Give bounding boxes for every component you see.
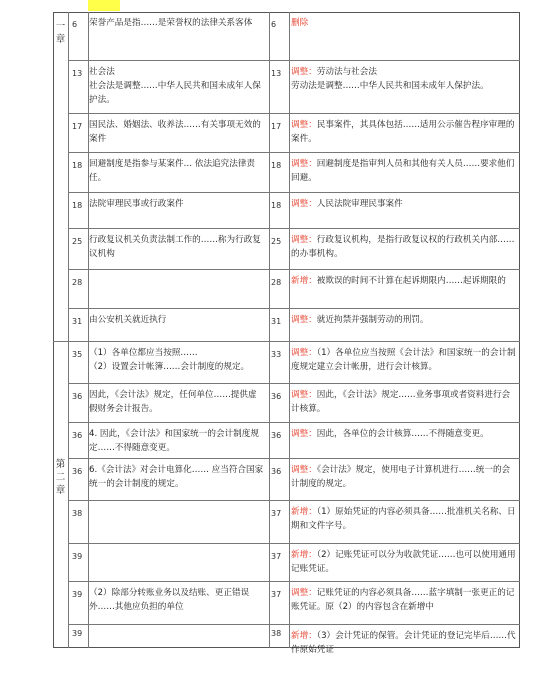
table-row (68, 113, 520, 152)
table-row (68, 383, 520, 422)
table-row (68, 341, 520, 383)
new-content-text: 因此，各单位的会计核算……不得随意变更。 (316, 429, 489, 439)
old-content: 法院审理民事或行政案件 (89, 199, 184, 209)
old-content: （1）各单位都应当按照…… （2）设置会计帐簿……会计制度的规定。 (89, 348, 250, 372)
old-page-number: 39 (72, 552, 83, 561)
new-page-number: 36 (271, 431, 282, 440)
new-content (291, 586, 517, 614)
old-content: 行政复议机关负责法制工作的……称为行政复议机构 (89, 235, 261, 259)
old-page-number: 18 (72, 161, 83, 170)
new-content-text: （2）记账凭证可以分为收款凭证……也可以使用通用记账凭证。 (291, 550, 516, 574)
change-type-tag: 调整： (291, 67, 317, 77)
old-page-number: 39 (72, 629, 83, 638)
new-page-number: 28 (271, 278, 282, 287)
new-page-number: 25 (271, 237, 282, 246)
old-content: 由公安机关就近执行 (89, 315, 167, 325)
new-content (291, 505, 517, 533)
old-page-number: 17 (72, 122, 83, 131)
new-page-number: 36 (271, 467, 282, 476)
change-type-tag: 调整： (291, 429, 317, 439)
chapter-2-char: 章 (55, 485, 66, 496)
new-content-text: 被欺误的时间不计算在起诉期限内……起诉期限的 (316, 276, 506, 286)
new-content-text: 劳动法与社会法 劳动法是调整……中华人民共和国未成年人保护法。 (291, 67, 489, 91)
change-type-tag: 新增： (291, 276, 317, 286)
old-content: 社会法 社会法是调整……中华人民共和国未成年人保护法。 (89, 67, 261, 105)
change-type-tag: 新增： (291, 631, 317, 641)
new-content (291, 274, 517, 288)
old-page-number: 39 (72, 590, 83, 599)
new-content-text: （1）原始凭证的内容必须具备……批准机关名称、日期和文件字号。 (291, 507, 516, 531)
old-content: （2）除部分转账业务以及结账、更正错误外……其他应负担的单位 (89, 588, 250, 612)
change-type-tag: 调整： (291, 235, 317, 245)
change-type-tag: 调整： (291, 465, 317, 475)
new-content (291, 197, 517, 211)
new-content-text: 民事案件，其具体包括……适用公示催告程序审理的案件。 (291, 120, 515, 144)
table-row (68, 422, 520, 458)
new-content-text: （3）会计凭证的保管。会计凭证的登记完毕后……代作原始凭证 (291, 631, 516, 655)
new-page-number: 17 (271, 122, 282, 131)
new-content (291, 629, 517, 657)
table-row (68, 581, 520, 624)
table-row (68, 500, 520, 543)
new-page-number: 6 (271, 20, 277, 29)
new-page-number: 31 (271, 317, 282, 326)
table-row (68, 228, 520, 269)
chapter-separator (53, 341, 68, 342)
new-content (291, 427, 517, 441)
change-type-tag: 调整： (291, 199, 317, 209)
old-page-number: 28 (72, 278, 83, 287)
chapter-2-char: 第 (55, 459, 66, 470)
change-type-tag: 删除 (291, 18, 309, 28)
new-content-text: 就近拘禁并强制劳动的刑罚。 (316, 315, 429, 325)
new-content (291, 65, 517, 93)
new-content-text: 人民法院审理民事案件 (316, 199, 403, 209)
new-page-number: 38 (271, 629, 282, 638)
chapter-2-char: 二 (55, 472, 66, 483)
old-page-number: 18 (72, 201, 83, 210)
table-row (68, 192, 520, 228)
old-content: 荣誉产品是指……是荣誉权的法律关系客体 (89, 18, 253, 28)
new-content-text: 记账凭证的内容必须具备……蓝字填制一张更正的记账凭证。原（2）的内容包含在新增中 (291, 588, 515, 612)
new-content (291, 233, 517, 261)
change-type-tag: 调整： (291, 588, 317, 598)
yellow-highlight (88, 0, 120, 11)
table-row (68, 12, 520, 60)
new-page-number: 33 (271, 350, 282, 359)
table-row (68, 308, 520, 341)
chapter-1-label (53, 20, 68, 46)
new-page-number: 18 (271, 201, 282, 210)
new-content (291, 463, 517, 491)
table-row (68, 543, 520, 581)
table-row (68, 269, 520, 308)
new-content (291, 118, 517, 146)
new-content (291, 157, 517, 185)
old-page-number: 38 (72, 509, 83, 518)
new-content (291, 313, 517, 327)
old-content: 国民法、婚姻法、收养法……有关事项无效的案件 (89, 120, 261, 144)
table-row (68, 60, 520, 113)
new-page-number: 37 (271, 509, 282, 518)
old-page-number: 35 (72, 350, 83, 359)
new-page-number: 37 (271, 552, 282, 561)
change-type-tag: 新增： (291, 507, 317, 517)
new-content-text: 行政复议机构，是指行政复议权的行政机关内部……的办事机构。 (291, 235, 515, 259)
old-page-number: 25 (72, 237, 83, 246)
table-row (68, 624, 520, 655)
old-page-number: 36 (72, 392, 83, 401)
change-type-tag: 调整： (291, 159, 317, 169)
old-content: 因此，《会计法》规定，任何单位……提供虚假财务会计报告。 (89, 390, 257, 414)
new-page-number: 37 (271, 590, 282, 599)
new-content-text: 因此，《会计法》规定……业务事项或者资料进行会计核算。 (291, 390, 511, 414)
old-page-number: 36 (72, 467, 83, 476)
old-page-number: 6 (72, 20, 78, 29)
new-content (291, 16, 517, 30)
old-page-number: 36 (72, 431, 83, 440)
new-content-text: （1）各单位应当按照《会计法》和国家统一的会计制度规定建立会计帐册，进行会计核算。 (291, 348, 516, 372)
old-content: 4. 因此，《会计法》和国家统一的会计制度规定……不得随意变更。 (89, 429, 259, 453)
new-page-number: 36 (271, 392, 282, 401)
change-type-tag: 调整： (291, 390, 317, 400)
old-content: 6.《会计法》对会计电算化…… 应当符合国家统一的会计制度的规定。 (89, 465, 264, 489)
old-page-number: 31 (72, 317, 83, 326)
change-type-tag: 调整： (291, 348, 317, 358)
chapter-2-label (53, 458, 68, 497)
old-page-number: 13 (72, 69, 83, 78)
table-row (68, 152, 520, 192)
chapter-1-char: 一 (55, 21, 66, 32)
chapter-1-char: 章 (55, 34, 66, 45)
table-row (68, 458, 520, 500)
new-page-number: 18 (271, 161, 282, 170)
change-type-tag: 调整： (291, 120, 317, 130)
new-content (291, 388, 517, 416)
change-type-tag: 调整： (291, 315, 317, 325)
new-content (291, 548, 517, 576)
change-type-tag: 新增： (291, 550, 317, 560)
new-content-text: 回避制度是指审判人员和其他有关人员……要求他们回避。 (291, 159, 515, 183)
old-content: 回避制度是指参与某案件… 依法追究法律责任。 (89, 159, 256, 183)
new-page-number: 13 (271, 69, 282, 78)
new-content-text: 《会计法》规定，使用电子计算机进行……统一的会计制度的规定。 (291, 465, 511, 489)
new-content (291, 346, 517, 374)
